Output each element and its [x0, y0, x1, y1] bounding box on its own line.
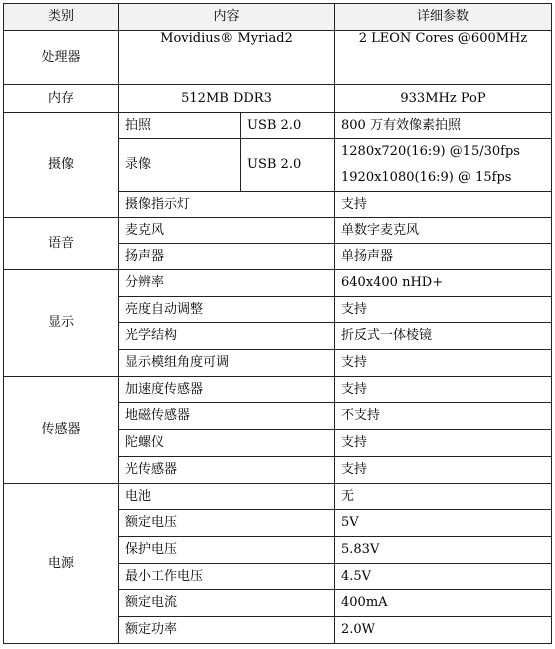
camera-video-interface: USB 2.0 [241, 139, 335, 192]
sensors-value: 不支持 [335, 403, 552, 430]
display-value: 支持 [335, 297, 552, 323]
power-label: 最小工作电压 [119, 564, 335, 590]
power-value: 5.83V [335, 537, 552, 564]
sensors-value: 支持 [335, 377, 552, 403]
sensors-value: 支持 [335, 457, 552, 484]
power-value: 400mA [335, 590, 552, 617]
audio-category: 语音 [4, 218, 119, 270]
spec-table [3, 3, 552, 644]
display-label: 亮度自动调整 [119, 297, 335, 323]
memory-content: 512MB DDR3 [119, 85, 335, 113]
camera-photo-label: 拍照 [119, 113, 241, 139]
camera-photo-value: 800 万有效像素拍照 [335, 113, 552, 139]
audio-label: 麦克风 [119, 218, 335, 244]
power-label: 保护电压 [119, 537, 335, 564]
audio-label: 扬声器 [119, 244, 335, 270]
power-label: 额定功率 [119, 617, 335, 644]
display-value: 折反式一体棱镜 [335, 323, 552, 350]
display-value: 支持 [335, 350, 552, 377]
camera-video-value-1: 1280x720(16:9) @15/30fps [341, 144, 520, 159]
sensors-value: 支持 [335, 430, 552, 457]
power-label: 额定电压 [119, 510, 335, 537]
camera-video-values [335, 139, 552, 192]
camera-indicator-value: 支持 [335, 192, 552, 218]
display-label: 分辨率 [119, 270, 335, 297]
header-content: 内容 [119, 4, 335, 31]
power-category: 电源 [4, 484, 119, 644]
display-category: 显示 [4, 270, 119, 377]
display-label: 光学结构 [119, 323, 335, 350]
sensors-label: 加速度传感器 [119, 377, 335, 403]
header-row [4, 4, 552, 31]
camera-video-label: 录像 [119, 139, 241, 192]
power-label: 电池 [119, 484, 335, 510]
memory-row [4, 85, 552, 113]
memory-details: 933MHz PoP [335, 85, 552, 113]
power-label: 额定电流 [119, 590, 335, 617]
power-value: 无 [335, 484, 552, 510]
cpu-category: 处理器 [4, 31, 119, 85]
header-details: 详细参数 [335, 4, 552, 31]
cpu-details: 2 LEON Cores @600MHz [335, 31, 552, 85]
cpu-content: Movidius® Myriad2 [119, 31, 335, 85]
power-value: 2.0W [335, 617, 552, 644]
memory-category: 内存 [4, 85, 119, 113]
table-row [4, 484, 552, 510]
camera-category: 摄像 [4, 113, 119, 218]
sensors-label: 光传感器 [119, 457, 335, 484]
audio-value: 单数字麦克风 [335, 218, 552, 244]
display-value: 640x400 nHD+ [335, 270, 552, 297]
audio-value: 单扬声器 [335, 244, 552, 270]
header-category: 类别 [4, 4, 119, 31]
sensors-label: 地磁传感器 [119, 403, 335, 430]
table-row [4, 377, 552, 403]
camera-video-value-2: 1920x1080(16:9) @ 15fps [341, 170, 512, 185]
camera-indicator-label: 摄像指示灯 [119, 192, 335, 218]
table-row [4, 218, 552, 244]
camera-photo-interface: USB 2.0 [241, 113, 335, 139]
display-label: 显示模组角度可调 [119, 350, 335, 377]
table-row [4, 113, 552, 139]
sensors-category: 传感器 [4, 377, 119, 484]
power-value: 5V [335, 510, 552, 537]
sensors-label: 陀螺仪 [119, 430, 335, 457]
table-row [4, 270, 552, 297]
cpu-row [4, 31, 552, 85]
power-value: 4.5V [335, 564, 552, 590]
